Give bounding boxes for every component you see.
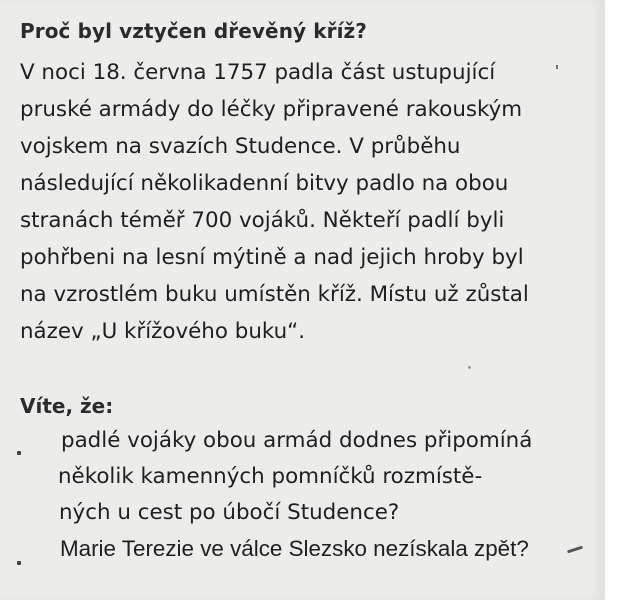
bullet-line: Marie Terezie ve válce Slezsko nezískala zpět? (60, 536, 529, 561)
paragraph-line: vojskem na svazích Studence. V průběhu (20, 134, 461, 159)
bullet-marker (17, 561, 21, 565)
paragraph-line: stranách téměř 700 vojáků. Někteří padlí byli (20, 208, 505, 233)
bullet-line: několik kamenných pomníčků rozmístě- (58, 464, 483, 489)
print-speck (556, 65, 558, 69)
paragraph-line: V noci 18. června 1757 padla část ustupující (20, 60, 496, 85)
bullet-line: ných u cest po úbočí Studence? (59, 500, 400, 525)
history-paragraph (20, 54, 605, 350)
page-edge (605, 0, 617, 600)
did-you-know-heading: Víte, že: (20, 394, 114, 418)
print-speck (468, 366, 471, 369)
paragraph-line: na vzrostlém buku umístěn kříž. Místu už zůstal (20, 282, 529, 307)
paragraph-line: pruské armády do léčky připravené rakouským (20, 97, 523, 122)
bullet-marker (17, 451, 21, 455)
section-heading: Proč byl vztyčen dřevěný kříž? (20, 19, 367, 43)
paragraph-line: následující několikadenní bitvy padlo na obou (20, 171, 509, 196)
paragraph-line: název „U křížového buku“. (20, 319, 306, 344)
paragraph-line: pohřbeni na lesní mýtině a nad jejich hroby byl (20, 245, 524, 270)
bullet-line: padlé vojáky obou armád dodnes připomíná (61, 428, 533, 453)
did-you-know-list (58, 423, 533, 567)
